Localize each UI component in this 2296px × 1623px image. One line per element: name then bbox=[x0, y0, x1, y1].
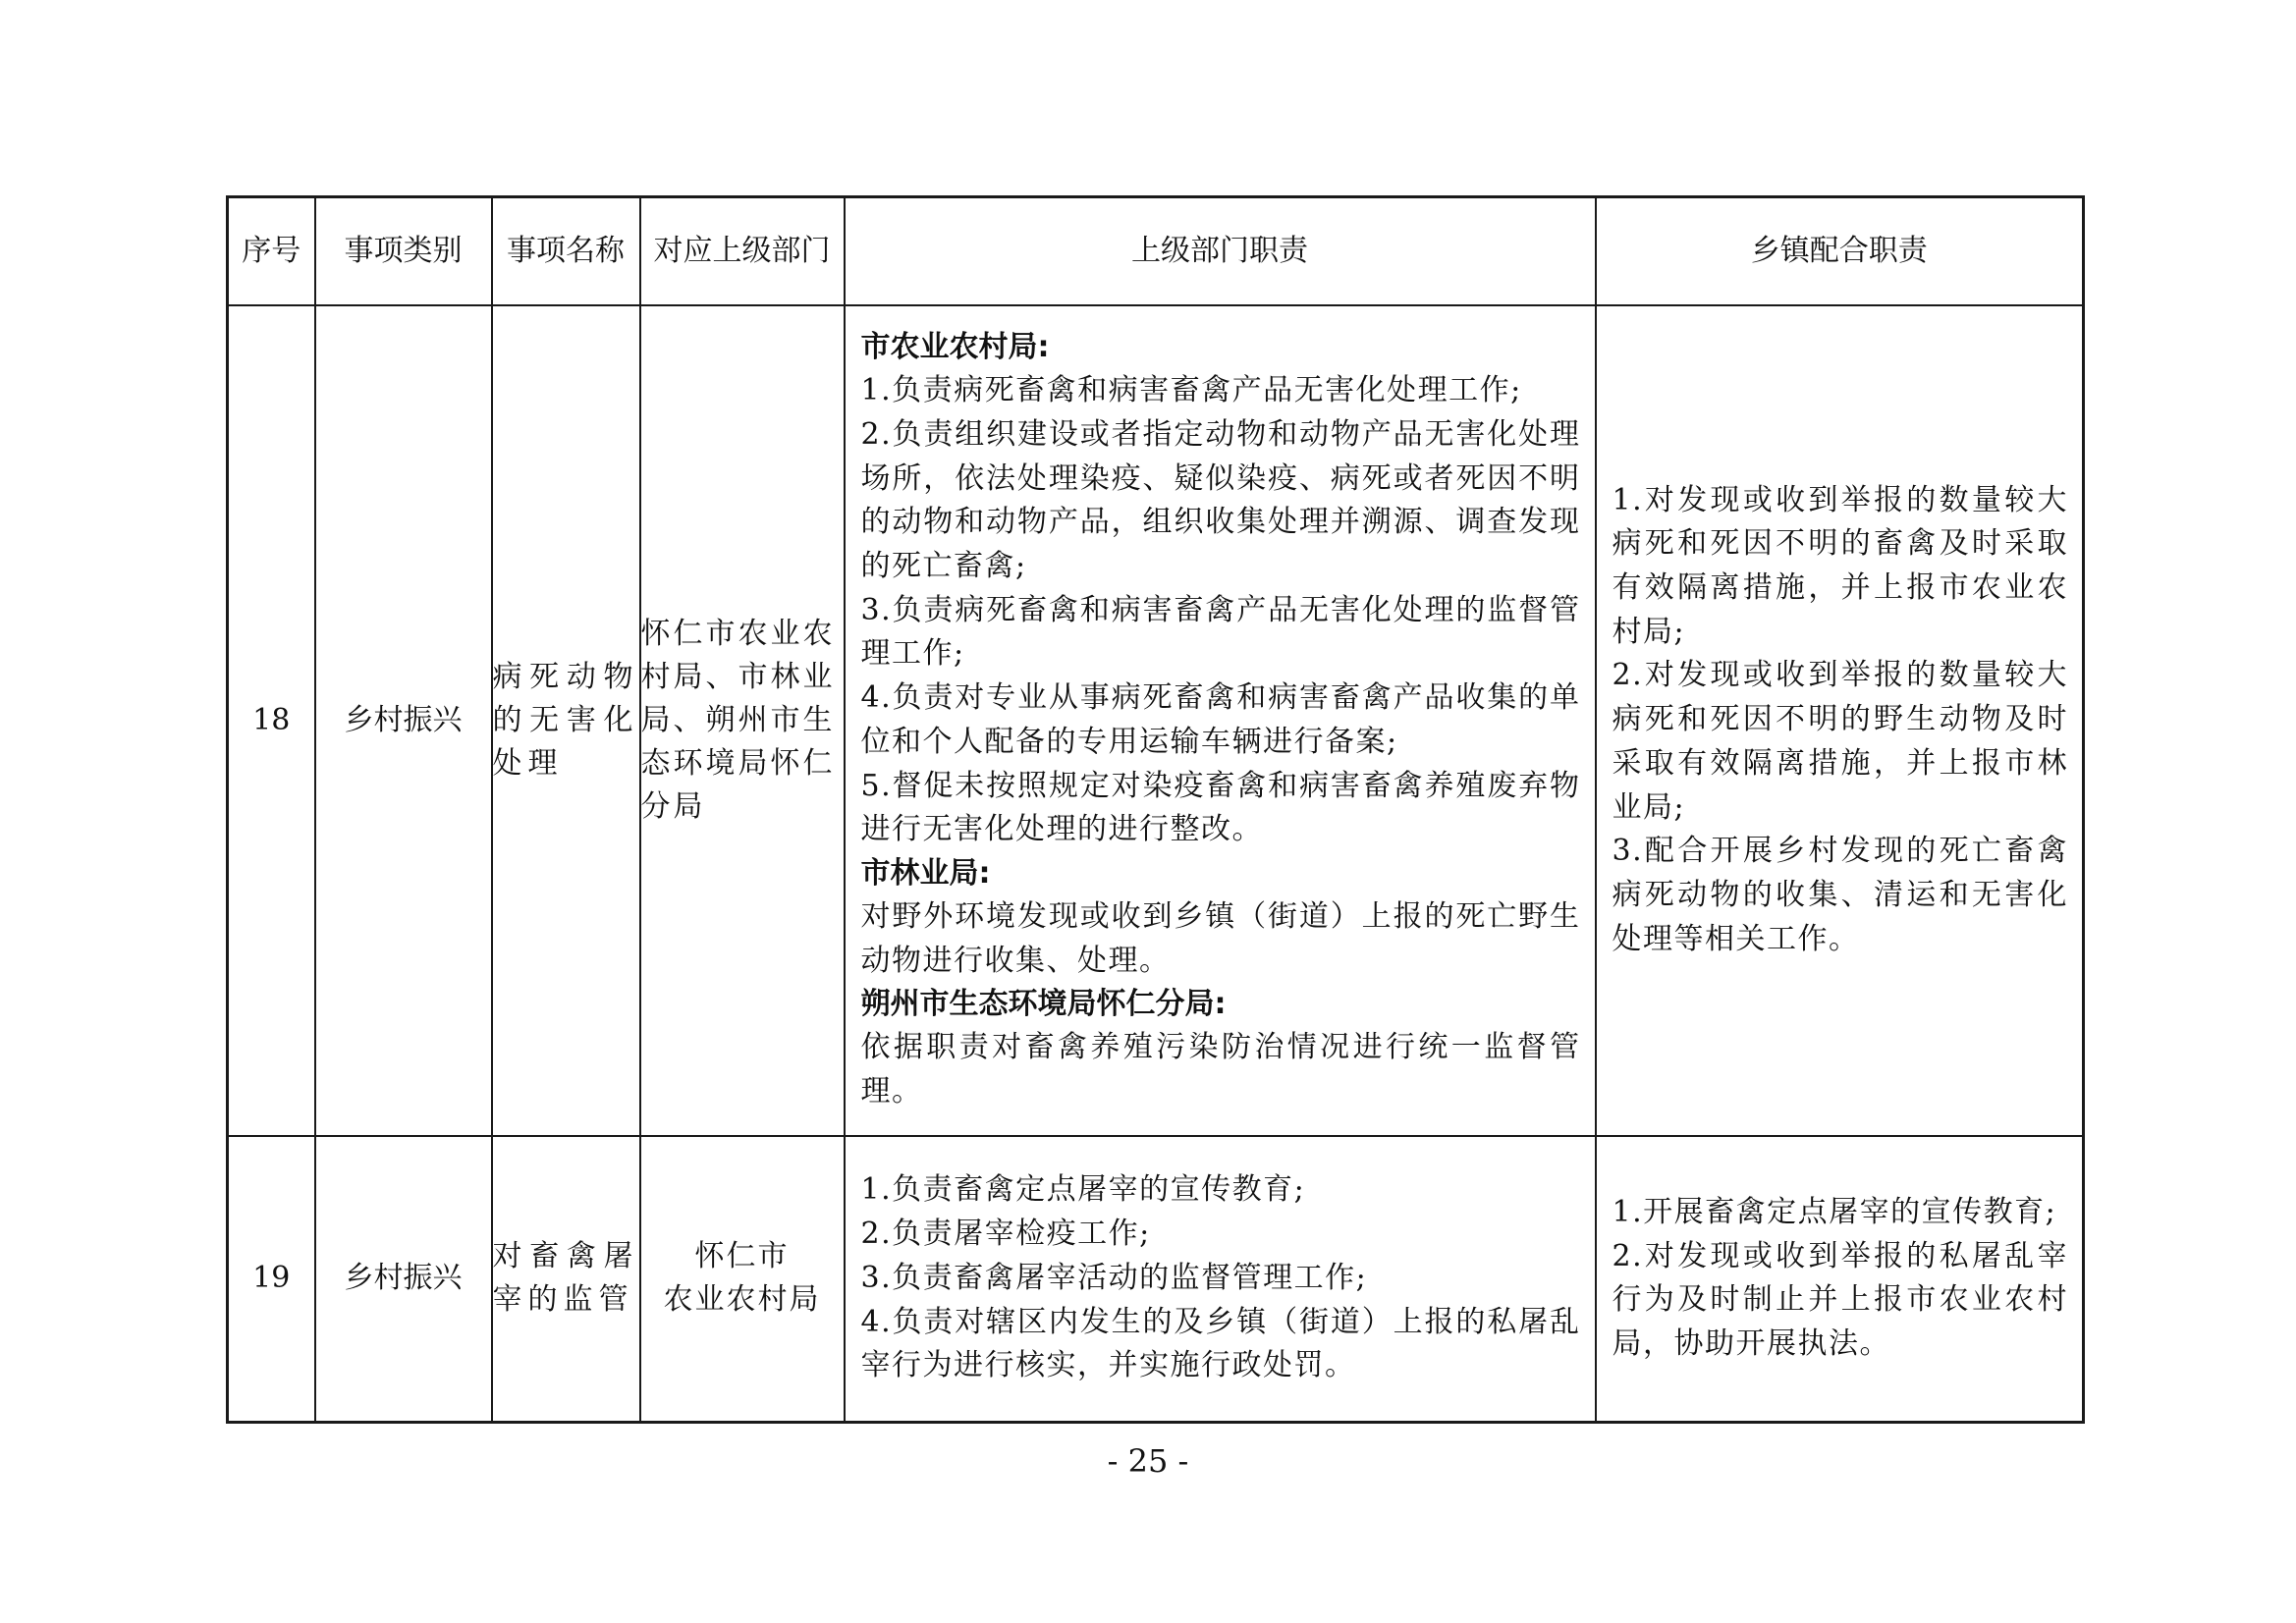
duty-item: 4.负责对辖区内发生的及乡镇（街道）上报的私屠乱宰行为进行核实，并实施行政处罚。 bbox=[860, 1304, 1581, 1383]
row-dept: 怀仁市农业农村局、市林业局、朔州市生态环境局怀仁分局 bbox=[640, 305, 845, 1136]
header-town-duty: 乡镇配合职责 bbox=[1596, 197, 2084, 305]
dept-line: 怀仁市 bbox=[694, 1239, 790, 1274]
header-name: 事项名称 bbox=[492, 197, 640, 305]
table-row bbox=[228, 1136, 2084, 1423]
town-duty-item: 3.配合开展乡村发现的死亡畜禽病死动物的收集、清运和无害化处理等相关工作。 bbox=[1612, 834, 2068, 956]
header-upper-duty: 上级部门职责 bbox=[845, 197, 1596, 305]
town-duty-item: 2.对发现或收到举报的数量较大病死和死因不明的野生动物及时采取有效隔离措施，并上报市林业局; bbox=[1612, 658, 2068, 825]
row-seq: 19 bbox=[228, 1136, 315, 1423]
row-town-duty bbox=[1596, 305, 2084, 1136]
row-town-duty bbox=[1596, 1136, 2084, 1423]
header-dept: 对应上级部门 bbox=[640, 197, 845, 305]
section-title: 市农业农村局: bbox=[860, 330, 1050, 365]
row-upper-duty bbox=[845, 1136, 1596, 1423]
duty-item: 3.负责病死畜禽和病害畜禽产品无害化处理的监督管理工作; bbox=[860, 592, 1581, 672]
header-seq: 序号 bbox=[228, 197, 315, 305]
duty-item: 4.负责对专业从事病死畜禽和病害畜禽产品收集的单位和个人配备的专用运输车辆进行备案; bbox=[860, 680, 1581, 759]
duty-table bbox=[226, 195, 2085, 1424]
header-category: 事项类别 bbox=[315, 197, 492, 305]
row-dept bbox=[640, 1136, 845, 1423]
duty-item: 依据职责对畜禽养殖污染防治情况进行统一监督管理。 bbox=[860, 1030, 1581, 1109]
town-duty-item: 1.对发现或收到举报的数量较大病死和死因不明的畜禽及时采取有效隔离措施，并上报市农业农村局; bbox=[1612, 482, 2068, 649]
row-upper-duty bbox=[845, 305, 1596, 1136]
duty-item: 对野外环境发现或收到乡镇（街道）上报的死亡野生动物进行收集、处理。 bbox=[860, 898, 1581, 978]
duty-item: 5.督促未按照规定对染疫畜禽和病害畜禽养殖废弃物进行无害化处理的进行整改。 bbox=[860, 768, 1581, 847]
row-item-name: 病死动物的无害化处理 bbox=[492, 305, 640, 1136]
duty-item: 2.负责组织建设或者指定动物和动物产品无害化处理场所，依法处理染疫、疑似染疫、病死或者死因不明的动物和动物产品，组织收集处理并溯源、调查发现的死亡畜禽; bbox=[860, 416, 1581, 584]
row-category: 乡村振兴 bbox=[315, 305, 492, 1136]
section-title: 市林业局: bbox=[860, 855, 991, 891]
duty-item: 1.负责畜禽定点屠宰的宣传教育; bbox=[860, 1172, 1306, 1208]
duty-item: 3.负责畜禽屠宰活动的监督管理工作; bbox=[860, 1260, 1368, 1295]
duty-item: 2.负责屠宰检疫工作; bbox=[860, 1217, 1151, 1252]
dept-line: 农业农村局 bbox=[663, 1282, 821, 1318]
page-number: - 25 - bbox=[1107, 1442, 1189, 1480]
row-category: 乡村振兴 bbox=[315, 1136, 492, 1423]
section-title: 朔州市生态环境局怀仁分局: bbox=[860, 987, 1227, 1022]
town-duty-item: 1.开展畜禽定点屠宰的宣传教育; bbox=[1612, 1194, 2057, 1229]
duty-item: 1.负责病死畜禽和病害畜禽产品无害化处理工作; bbox=[860, 373, 1522, 408]
town-duty-item: 2.对发现或收到举报的私屠乱宰行为及时制止并上报市农业农村局，协助开展执法。 bbox=[1612, 1238, 2068, 1361]
table-row bbox=[228, 305, 2084, 1136]
header-row bbox=[228, 197, 2084, 305]
row-item-name: 对畜禽屠宰的监管 bbox=[492, 1136, 640, 1423]
row-seq: 18 bbox=[228, 305, 315, 1136]
